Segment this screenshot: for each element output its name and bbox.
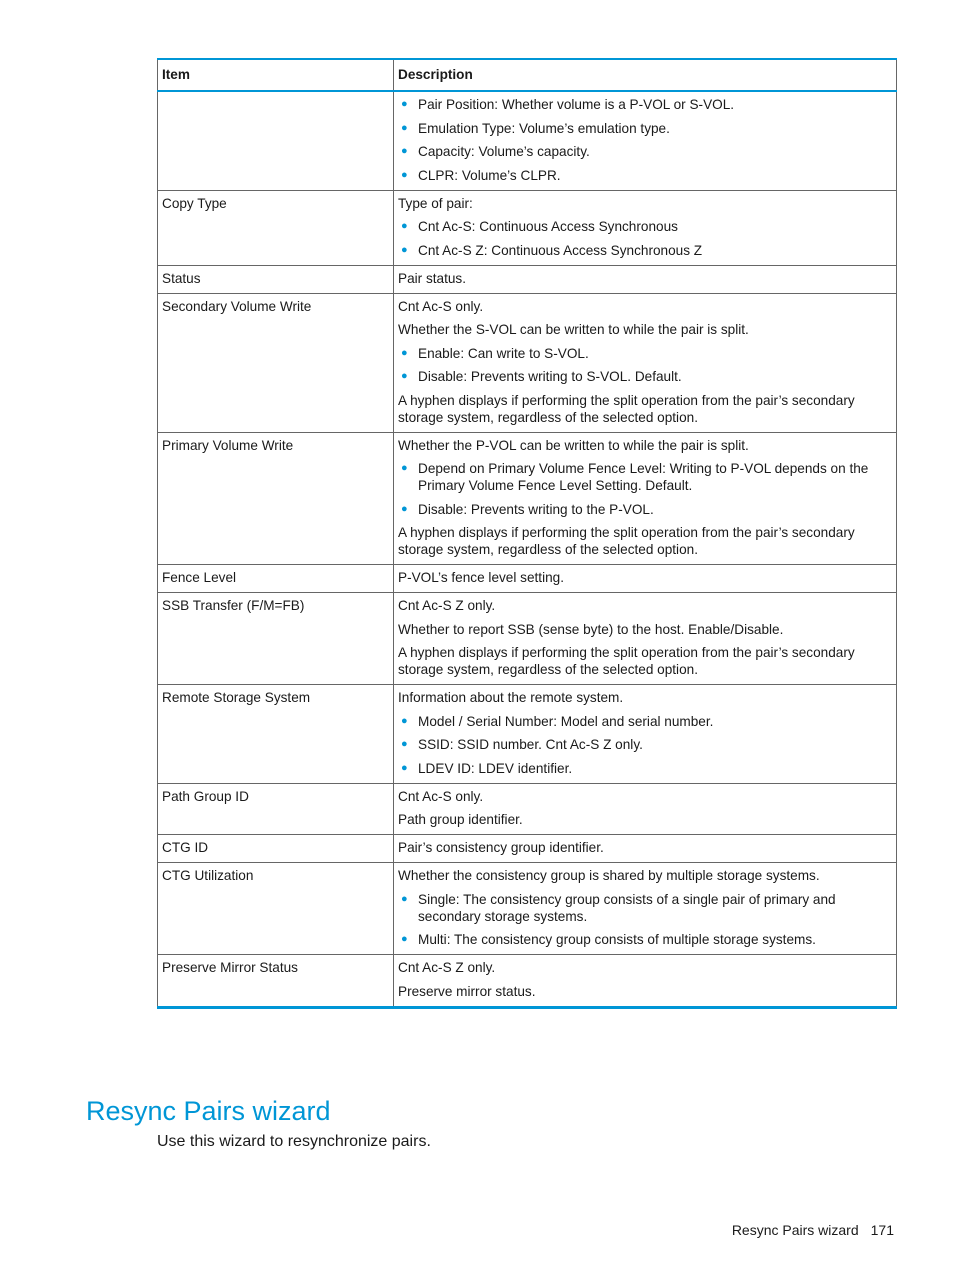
item-cell: SSB Transfer (F/M=FB): [158, 593, 394, 685]
item-cell: Copy Type: [158, 190, 394, 265]
bullet-icon: ●: [401, 98, 408, 110]
description-text: Pair’s consistency group identifier.: [398, 840, 604, 855]
table-row: [158, 190, 897, 265]
table-row: [158, 293, 897, 432]
bullet-list-item: [398, 218, 890, 235]
description-cell: [394, 783, 897, 835]
table-row: [158, 783, 897, 835]
bullet-icon: ●: [401, 502, 408, 515]
bullet-list-item: [398, 96, 890, 113]
description-cell: [394, 432, 897, 565]
bullet-icon: ●: [401, 168, 408, 181]
bullet-list-item: [398, 501, 890, 518]
bullet-list-item: [398, 891, 890, 925]
bullet-list-item: [398, 460, 890, 494]
bullet-icon: ●: [401, 738, 408, 750]
item-cell: Preserve Mirror Status: [158, 955, 394, 1008]
description-text: P-VOL’s fence level setting.: [398, 570, 564, 585]
bullet-icon: ●: [401, 121, 408, 134]
table-row: [158, 863, 897, 955]
column-header-item: Item: [158, 59, 394, 91]
description-text: Type of pair:: [398, 195, 473, 211]
table-row: [158, 432, 897, 565]
description-cell: [394, 565, 897, 593]
item-cell: Primary Volume Write: [158, 432, 394, 565]
item-cell: Fence Level: [158, 565, 394, 593]
bullet-text: Model / Serial Number: Model and serial number.: [418, 713, 714, 729]
section-title: Resync Pairs wizard: [86, 1096, 331, 1126]
bullet-text: CLPR: Volume’s CLPR.: [418, 167, 561, 183]
item-cell: Status: [158, 265, 394, 293]
bullet-icon: ●: [401, 220, 408, 232]
bullet-text: Enable: Can write to S-VOL.: [418, 345, 589, 361]
description-text: Whether the S-VOL can be written to while the pair is split.: [398, 322, 749, 337]
bullet-text: LDEV ID: LDEV identifier.: [418, 760, 573, 776]
item-cell: CTG Utilization: [158, 863, 394, 955]
bullet-list-item: [398, 931, 890, 948]
description-cell: [394, 955, 897, 1008]
table-row: [158, 91, 897, 190]
description-text: Cnt Ac-S only.: [398, 298, 484, 314]
bullet-icon: ●: [401, 145, 408, 157]
bullet-text: Capacity: Volume’s capacity.: [418, 144, 590, 159]
description-text: Cnt Ac-S Z only.: [398, 598, 496, 613]
bullet-text: Pair Position: Whether volume is a P-VOL or S-VOL.: [418, 97, 735, 112]
bullet-text: Disable: Prevents writing to the P-VOL.: [418, 501, 654, 517]
description-text: Information about the remote system.: [398, 690, 624, 705]
description-cell: [394, 91, 897, 190]
bullet-icon: ●: [401, 370, 408, 382]
bullet-text: Multi: The consistency group consists of multiple storage systems.: [418, 932, 816, 947]
bullet-list-item: [398, 167, 890, 184]
bullet-icon: ●: [401, 346, 408, 359]
bullet-icon: ●: [401, 243, 408, 256]
table-row: [158, 835, 897, 863]
table-row: [158, 565, 897, 593]
table-row: [158, 955, 897, 1008]
description-cell: [394, 190, 897, 265]
section-intro: Use this wizard to resynchronize pairs.: [157, 1133, 431, 1150]
description-cell: [394, 863, 897, 955]
table-header-row: [158, 59, 897, 91]
bullet-list-item: [398, 242, 890, 259]
bullet-text: Emulation Type: Volume’s emulation type.: [418, 120, 670, 136]
table-row: [158, 265, 897, 293]
item-cell: Path Group ID: [158, 783, 394, 835]
bullet-list-item: [398, 368, 890, 385]
bullet-icon: ●: [401, 761, 408, 774]
table-row: [158, 685, 897, 784]
description-text: A hyphen displays if performing the split operation from the pair’s secondary storage system, regardless of the selected option.: [398, 392, 855, 425]
description-cell: [394, 265, 897, 293]
description-table: [157, 58, 897, 1009]
description-text: Whether the P-VOL can be written to while the pair is split.: [398, 437, 749, 453]
bullet-list: [398, 713, 890, 777]
bullet-list: [398, 345, 890, 386]
description-cell: [394, 685, 897, 784]
description-cell: [394, 293, 897, 432]
bullet-text: Disable: Prevents writing to S-VOL. Default.: [418, 369, 682, 384]
bullet-text: SSID: SSID number. Cnt Ac-S Z only.: [418, 737, 643, 752]
description-text: Preserve mirror status.: [398, 983, 536, 999]
description-text: A hyphen displays if performing the split operation from the pair’s secondary storage system, regardless of the selected option.: [398, 525, 855, 557]
bullet-list-item: [398, 736, 890, 753]
bullet-icon: ●: [401, 714, 408, 727]
table-body: [158, 91, 897, 1007]
column-header-description: Description: [394, 59, 897, 91]
bullet-icon: ●: [401, 933, 408, 945]
description-text: A hyphen displays if performing the split operation from the pair’s secondary storage system, regardless of the selected option.: [398, 645, 855, 677]
bullet-text: Cnt Ac-S: Continuous Access Synchronous: [418, 219, 678, 234]
description-text: Pair status.: [398, 270, 466, 286]
bullet-list-item: [398, 760, 890, 777]
item-cell: Remote Storage System: [158, 685, 394, 784]
description-text: Whether to report SSB (sense byte) to the host. Enable/Disable.: [398, 621, 784, 637]
bullet-list-item: [398, 143, 890, 160]
item-cell: CTG ID: [158, 835, 394, 863]
bullet-text: Single: The consistency group consists of a single pair of primary and secondary storage systems.: [418, 891, 836, 924]
description-text: Cnt Ac-S Z only.: [398, 960, 496, 975]
description-cell: [394, 835, 897, 863]
item-cell: [158, 91, 394, 190]
footer-running-title: Resync Pairs wizard: [731, 1222, 859, 1238]
description-text: Cnt Ac-S only.: [398, 788, 484, 804]
bullet-text: Depend on Primary Volume Fence Level: Writing to P-VOL depends on the Primary Volume Fence Level Setting. Default.: [418, 461, 869, 493]
bullet-list-item: [398, 713, 890, 730]
page-number: 171: [870, 1222, 894, 1238]
bullet-list: [398, 96, 890, 184]
bullet-icon: ●: [401, 892, 408, 905]
bullet-icon: ●: [401, 462, 408, 474]
bullet-text: Cnt Ac-S Z: Continuous Access Synchronous Z: [418, 242, 703, 258]
description-text: Path group identifier.: [398, 812, 523, 827]
description-cell: [394, 593, 897, 685]
table-row: [158, 593, 897, 685]
bullet-list: [398, 460, 890, 518]
bullet-list-item: [398, 345, 890, 362]
page-footer: [732, 1222, 894, 1238]
bullet-list: [398, 218, 890, 259]
bullet-list-item: [398, 120, 890, 137]
description-text: Whether the consistency group is shared by multiple storage systems.: [398, 868, 820, 883]
bullet-list: [398, 891, 890, 949]
item-cell: Secondary Volume Write: [158, 293, 394, 432]
